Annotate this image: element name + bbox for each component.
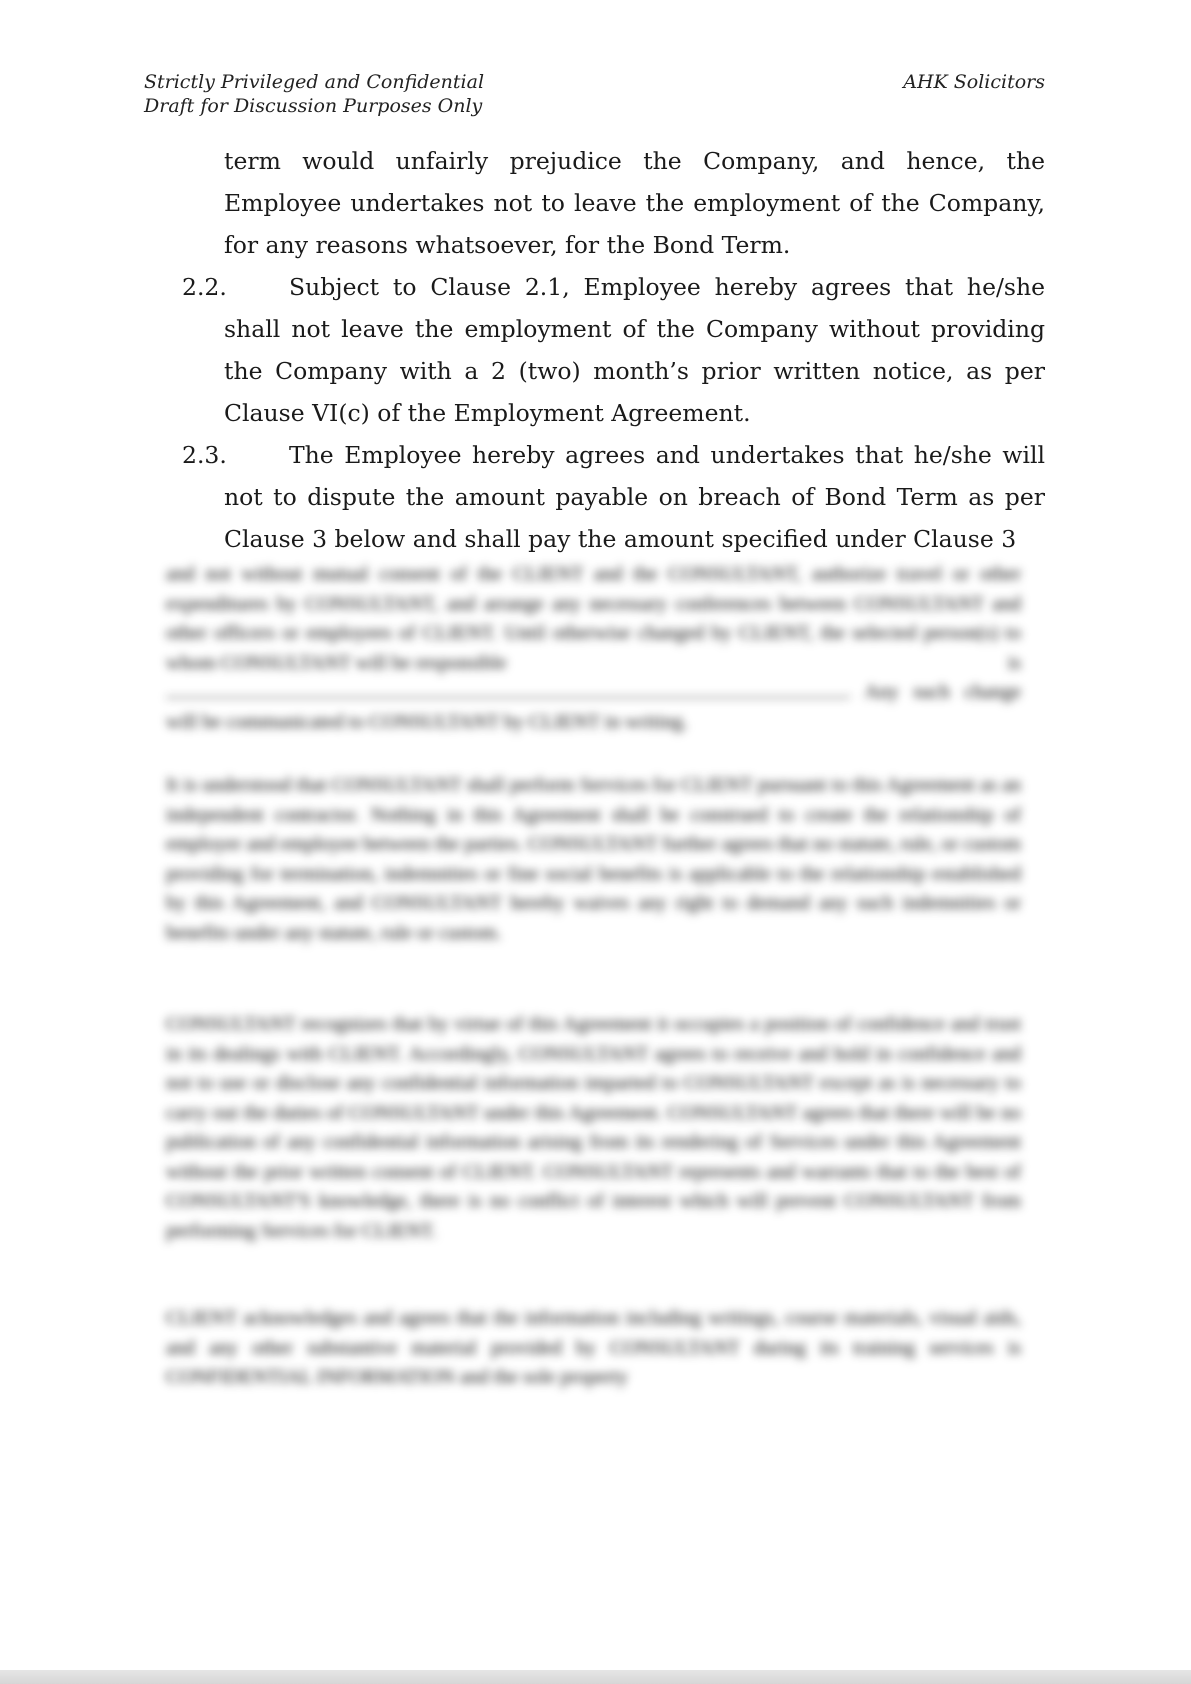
clause-text: Subject to Clause 2.1, Employee hereby agrees that he/she shall not leave the employment of the Company without providing the Company with a 2 (two) month’s prior written notice, as per Clause VI(c) of the Employment Agreement.	[224, 273, 1045, 427]
blank-underline	[166, 679, 846, 698]
header-draft-label: Draft for Discussion Purposes Only	[144, 95, 483, 117]
blurred-paragraph: It is understood that CONSULTANT shall perform Services for CLIENT pursuant to this Agreement as an independent contractor. Nothing in this Agreement shall be construed to create the relationship of employer and employee between the parties. CONSULTANT further agrees that no statute, rule, or custom providing for termination, indemnities or fine social benefits is applicable to the relationship established by this Agreement, and CONSULTANT hereby waives any right to demand any such indemnities or benefits under any statute, rule or custom.	[166, 774, 1021, 944]
page-edge-shadow	[0, 1670, 1191, 1684]
clause-text: The Employee hereby agrees and undertakes that he/she will not to dispute the amount payable on breach of Bond Term as per Clause 3 below and shall pay the amount specified under Clause 3	[224, 441, 1045, 553]
blurred-paragraph: and not without mutual consent of the CLIENT and the CONSULTANT, authorize travel or other expenditures by CONSULTANT, and arrange any necessary conferences between CONSULTANT and other officers or employees of CLIENT. Until otherwise changed by CLIENT, the selected person(s) to whom CONSULTANT will be responsible is	[166, 563, 1021, 674]
header-firm-name: AHK Solicitors	[903, 71, 1045, 93]
clause-number: 2.3.	[182, 441, 227, 469]
blurred-paragraph-tail: . Any such change will be communicated to CONSULTANT by CLIENT in writing.	[166, 681, 1021, 733]
clause-number: 2.2.	[182, 273, 227, 301]
blurred-preview-region	[166, 560, 1021, 1393]
continuation-paragraph: term would unfairly prejudice the Company, and hence, the Employee undertakes not to leave the employment of the Company, for any reasons whatsoever, for the Bond Term.	[224, 147, 1045, 259]
blurred-paragraph: CLIENT acknowledges and agrees that the information including writings, course materials, visual aids, and any other substantive material provided by CONSULTANT during its training services is CONFIDENTIAL INFORMATION and the sole property	[166, 1307, 1021, 1388]
document-body	[144, 140, 1045, 560]
blurred-paragraph: CONSULTANT recognizes that by virtue of this Agreement it occupies a position of confidence and trust in its dealings with CLIENT. Accordingly, CONSULTANT agrees to receive and hold in confidence and not to use or disclose any confidential information imparted to CONSULTANT except as is necessary to carry out the duties of CONSULTANT under this Agreement. CONSULTANT agrees that there will be no publication of any confidential information arising from its rendering of Services under this Agreement without the prior written consent of CLIENT. CONSULTANT represents and warrants that to the best of CONSULTANT'S knowledge, there is no conflict of interest which will prevent CONSULTANT from performing Services for CLIENT.	[166, 1013, 1021, 1242]
clause-2-3	[182, 434, 1045, 560]
header-left-block	[144, 70, 484, 118]
header-confidential-label: Strictly Privileged and Confidential	[144, 71, 485, 93]
clause-2-2	[182, 266, 1045, 434]
